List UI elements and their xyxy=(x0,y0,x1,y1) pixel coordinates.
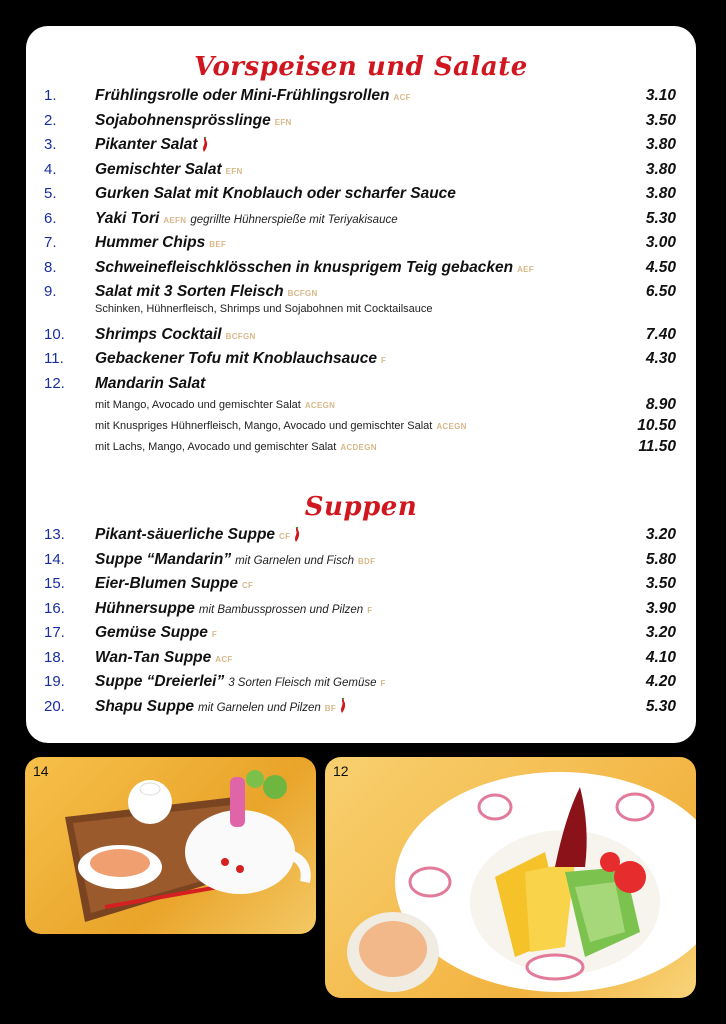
item-name-line xyxy=(95,524,302,548)
menu-item xyxy=(26,232,696,254)
item-name: Suppe “Dreierlei” xyxy=(95,673,225,690)
variant-text: mit Lachs, Mango, Avocado und gemischter Salat xyxy=(95,441,337,453)
item-price: 5.80 xyxy=(645,550,676,568)
item-number: 20. xyxy=(44,697,65,715)
allergen-codes: CF xyxy=(241,581,254,590)
menu-item xyxy=(26,696,696,718)
chili-icon xyxy=(200,137,210,153)
photo-salad-12 xyxy=(325,757,696,998)
item-subtitle: mit Bambussprossen und Pilzen xyxy=(198,603,364,616)
item-price: 3.80 xyxy=(645,160,676,178)
item-name: Sojabohnensprösslinge xyxy=(95,111,271,129)
item-price: 5.30 xyxy=(645,209,676,227)
starters-title: Vorspeisen und Salate xyxy=(194,52,528,82)
menu-item xyxy=(26,110,696,132)
variant-text: mit Mango, Avocado und gemischter Salat xyxy=(95,399,301,411)
chili-icon xyxy=(338,698,348,714)
allergen-codes: ACDEGN xyxy=(340,443,377,452)
variant-price: 11.50 xyxy=(638,438,676,455)
allergen-codes: F xyxy=(380,679,386,688)
allergen-codes: F xyxy=(211,630,218,639)
soup-teapot-image xyxy=(25,757,316,934)
item-number: 17. xyxy=(44,624,65,641)
item-number: 5. xyxy=(44,185,57,202)
item-name-line xyxy=(95,373,205,395)
menu-item xyxy=(26,573,696,595)
variant-line xyxy=(95,418,467,435)
item-name-line xyxy=(95,324,256,348)
photo-soup-14 xyxy=(25,757,316,934)
menu-item xyxy=(26,183,696,205)
allergen-codes: BEF xyxy=(209,240,227,249)
allergen-codes: ACF xyxy=(215,654,233,664)
soups-title: Suppen xyxy=(304,492,418,522)
menu-item xyxy=(26,671,696,693)
item-name: Shapu Suppe xyxy=(95,697,195,715)
item-name-line xyxy=(95,647,233,671)
allergen-codes: BCFGN xyxy=(225,331,256,341)
item-subtitle: mit Garnelen und Pilzen xyxy=(198,701,321,714)
variant-text: mit Knuspriges Hühnerfleisch, Mango, Avocado und gemischter Salat xyxy=(95,420,433,432)
allergen-codes: ACF xyxy=(393,93,411,102)
item-price: 3.80 xyxy=(645,136,676,153)
item-name: Suppe “Mandarin” xyxy=(95,550,232,568)
variant-line xyxy=(95,439,377,456)
item-number: 16. xyxy=(44,599,65,617)
item-price: 5.30 xyxy=(645,697,676,715)
item-name: Pikanter Salat xyxy=(95,136,198,153)
item-name: Yaki Tori xyxy=(95,209,160,227)
item-subtitle: 3 Sorten Fleisch mit Gemüse xyxy=(228,677,377,689)
mandarin-variant xyxy=(26,394,696,416)
menu-item xyxy=(26,324,696,346)
item-number: 6. xyxy=(44,209,57,227)
menu-item xyxy=(26,373,696,395)
item-name: Eier-Blumen Suppe xyxy=(95,575,238,592)
item-number: 9. xyxy=(44,283,57,300)
menu-item xyxy=(26,524,696,546)
item-number: 3. xyxy=(44,136,57,153)
item-price: 3.50 xyxy=(645,575,676,592)
item-number: 18. xyxy=(44,648,65,666)
item-name: Gemüse Suppe xyxy=(95,624,208,641)
allergen-codes: EFN xyxy=(274,117,292,127)
item-name-line xyxy=(95,159,243,183)
menu-item xyxy=(26,159,696,181)
allergen-codes: ACEGN xyxy=(436,422,467,431)
item-number: 4. xyxy=(44,160,57,178)
allergen-codes: ACEGN xyxy=(304,401,336,410)
item-price: 3.20 xyxy=(645,624,676,641)
item-name-line xyxy=(95,696,348,720)
menu-item xyxy=(26,549,696,571)
item-price: 4.20 xyxy=(645,673,676,690)
menu-item xyxy=(26,622,696,644)
variant-price: 10.50 xyxy=(637,417,676,434)
item-name-line xyxy=(95,85,411,109)
item-name: Hummer Chips xyxy=(95,234,206,251)
item-name-line xyxy=(95,208,398,232)
item-name-line xyxy=(95,134,210,156)
item-number: 11. xyxy=(44,350,64,367)
allergen-codes: EFN xyxy=(225,166,243,176)
item-price: 4.10 xyxy=(645,648,676,666)
allergen-codes: BF xyxy=(324,703,337,713)
item-name: Schweinefleischklösschen in knusprigem Teig gebacken xyxy=(95,258,514,276)
item-subtitle: mit Garnelen und Fisch xyxy=(235,554,354,567)
chili-icon xyxy=(292,527,302,543)
allergen-codes: AEF xyxy=(517,264,534,274)
allergen-codes: BCFGN xyxy=(287,289,318,298)
menu-item xyxy=(26,647,696,669)
item-price: 3.80 xyxy=(645,185,676,202)
item-name-line xyxy=(95,671,386,695)
item-subtitle: gegrillte Hühnerspieße mit Teriyakisauce xyxy=(190,213,398,226)
menu-item xyxy=(26,134,696,156)
item-price: 3.00 xyxy=(645,234,676,251)
variant-line xyxy=(95,397,335,414)
item-name: Wan-Tan Suppe xyxy=(95,648,212,666)
item-price: 4.50 xyxy=(645,258,676,276)
mandarin-variant xyxy=(26,415,696,437)
item-name: Salat mit 3 Sorten Fleisch xyxy=(95,283,284,300)
item-number: 1. xyxy=(44,87,57,104)
item-name: Gurken Salat mit Knoblauch oder scharfer Sauce xyxy=(95,185,456,202)
item-price: 3.10 xyxy=(645,87,676,104)
allergen-codes: CF xyxy=(279,532,291,541)
item-name-line xyxy=(95,598,372,622)
item-number: 8. xyxy=(44,258,57,276)
allergen-codes: BDF xyxy=(357,556,376,566)
item-name: Frühlingsrolle oder Mini-Frühlingsrollen xyxy=(95,87,390,104)
item-name-line xyxy=(95,622,217,646)
item-number: 7. xyxy=(44,234,57,251)
item-number: 19. xyxy=(44,673,65,690)
menu-item xyxy=(26,598,696,620)
item-number: 13. xyxy=(44,526,65,543)
item-number: 10. xyxy=(44,325,65,343)
menu-item xyxy=(26,348,696,370)
allergen-codes: F xyxy=(367,605,373,615)
item-description: Schinken, Hühnerfleisch, Shrimps und Sojabohnen mit Cocktailsauce xyxy=(95,302,433,315)
menu-card xyxy=(26,26,696,743)
item-name: Gemischter Salat xyxy=(95,160,222,178)
item-name-line xyxy=(95,573,253,597)
salad-image xyxy=(325,757,696,998)
item-price: 3.90 xyxy=(645,599,676,617)
item-price: 6.50 xyxy=(645,283,676,300)
variant-price: 8.90 xyxy=(645,396,676,413)
photo-label: 12 xyxy=(333,763,349,779)
item-price: 3.50 xyxy=(645,111,676,129)
item-price: 7.40 xyxy=(645,325,676,343)
item-price: 4.30 xyxy=(645,350,676,367)
item-number: 12. xyxy=(44,374,65,392)
menu-item xyxy=(26,208,696,230)
menu-item xyxy=(26,257,696,279)
allergen-codes: AEFN xyxy=(163,215,187,225)
item-name-line xyxy=(95,549,375,573)
item-number: 15. xyxy=(44,575,65,592)
item-name: Hühnersuppe xyxy=(95,599,195,617)
allergen-codes: F xyxy=(380,356,387,365)
item-name-line xyxy=(95,257,534,281)
photo-label: 14 xyxy=(33,763,49,779)
item-name: Shrimps Cocktail xyxy=(95,325,222,343)
item-name-line xyxy=(95,183,456,205)
item-number: 14. xyxy=(44,550,65,568)
item-name: Mandarin Salat xyxy=(95,374,206,392)
item-name: Pikant-säuerliche Suppe xyxy=(95,526,276,543)
item-name-line xyxy=(95,110,292,134)
item-price: 3.20 xyxy=(645,526,676,543)
menu-item xyxy=(26,85,696,107)
item-number: 2. xyxy=(44,111,57,129)
item-name-line xyxy=(95,232,226,256)
item-name-line xyxy=(95,348,386,372)
mandarin-variant xyxy=(26,436,696,458)
item-name: Gebackener Tofu mit Knoblauchsauce xyxy=(95,350,377,367)
